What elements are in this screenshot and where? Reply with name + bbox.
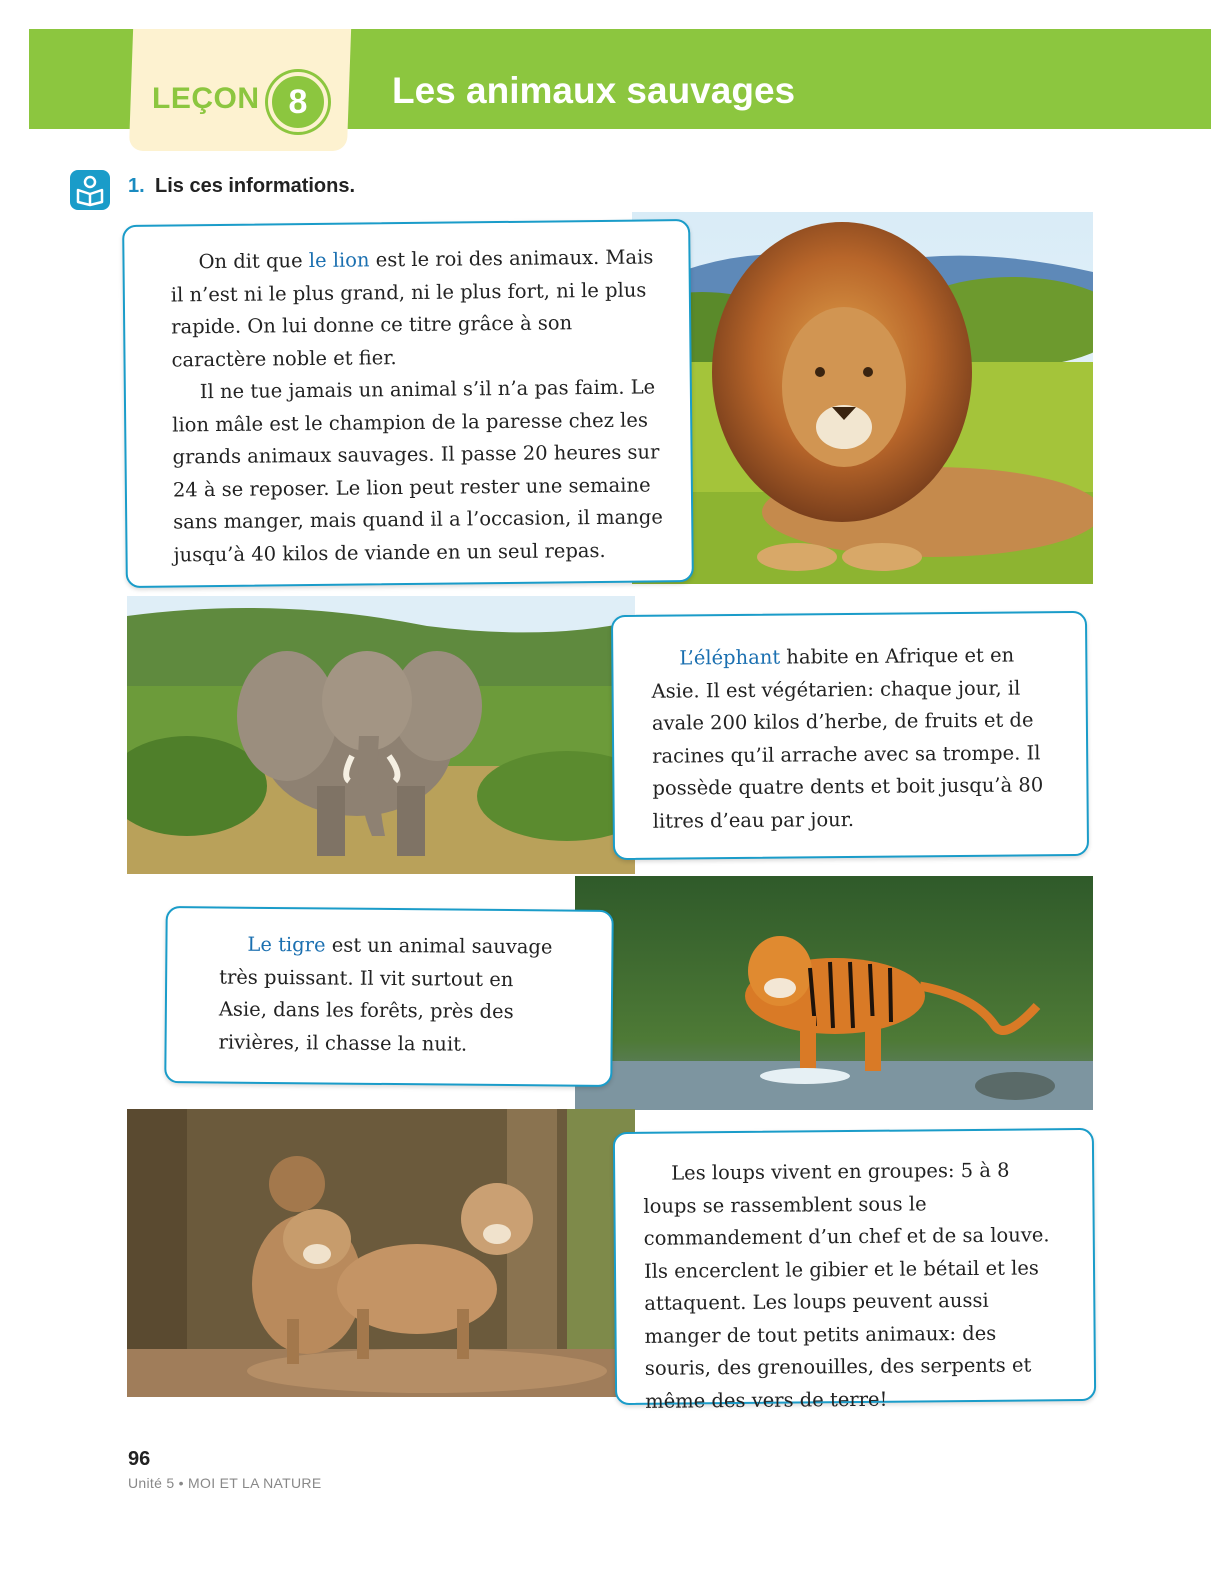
elephant-photo	[127, 596, 635, 874]
lion-paragraph-2: Il ne tue jamais un animal s’il n’a pas faim. Le lion mâle est le champion de la paresse chez les grands animaux sauvages. Il passe 20 heures sur 24 à se reposer. Le lion peut rester une semaine sans manger, mais quand il a l’occasion, il mange jusqu’à 40 kilos de viande en un seul repas.	[172, 375, 663, 566]
lesson-number: 8	[268, 72, 328, 132]
exercise-instruction: Lis ces informations.	[155, 175, 356, 197]
wolves-paragraph: Les loups vivent en groupes: 5 à 8 loups se rassemblent sous le commandement d’un chef et de sa louve. Ils encerclent le gibier et le bétail et les attaquent. Les loups peuvent aussi manger de tout petits animaux: des souris, des grenouilles, des serpents et même des vers de terre!	[643, 1158, 1050, 1413]
reading-book-icon	[70, 170, 110, 210]
elephant-keyword: L’éléphant	[679, 645, 781, 670]
tiger-photo	[575, 876, 1093, 1110]
lion-paragraph-1: On dit que le lion est le roi des animaux. Mais il n’est ni le plus grand, ni le plus fort, ni le plus rapide. On lui donne ce titre grâce à son caractère noble et fier.	[170, 245, 654, 371]
unit-label: Unité 5 • MOI ET LA NATURE	[128, 1475, 322, 1491]
exercise-number: 1.	[128, 175, 145, 197]
lion-text-box	[122, 219, 694, 588]
page-title: Les animaux sauvages	[392, 70, 796, 111]
tiger-text-box	[164, 906, 614, 1087]
elephant-paragraph: L’éléphant habite en Afrique et en Asie. Il est végétarien: chaque jour, il avale 200 kilos d’herbe, de fruits et de racines qu’il arrache avec sa trompe. Il possède quatre dents et boit jusqu’à 80 litres d’eau par jour.	[651, 643, 1044, 833]
wolves-text-box	[613, 1128, 1096, 1413]
lion-keyword: le lion	[308, 248, 370, 273]
elephant-text-box	[611, 611, 1089, 860]
tiger-keyword: Le tigre	[247, 932, 326, 957]
page-number: 96	[128, 1448, 151, 1470]
lesson-label: LEÇON	[152, 82, 260, 115]
wolves-photo	[127, 1109, 635, 1397]
lion-photo	[632, 212, 1093, 584]
tiger-paragraph: Le tigre est un animal sauvage très puissant. Il vit surtout en Asie, dans les forêts, près des rivières, il chasse la nuit.	[218, 932, 553, 1056]
